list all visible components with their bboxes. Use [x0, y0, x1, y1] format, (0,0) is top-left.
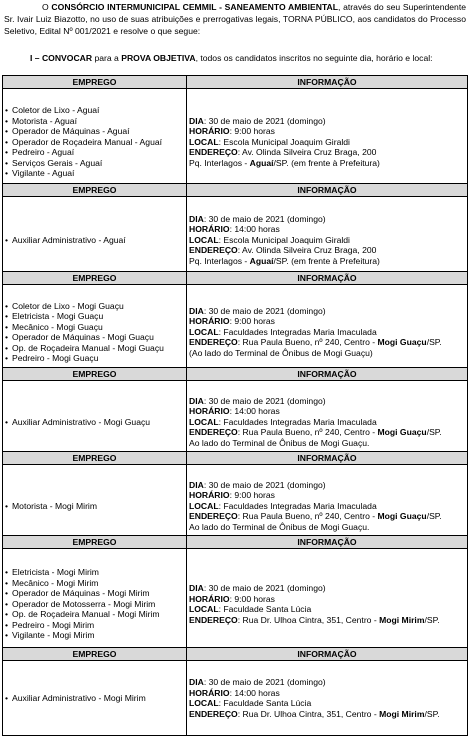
list-item: • Eletricista - Mogi Mirim	[5, 567, 184, 578]
endereco-state: /SP.	[426, 511, 442, 522]
list-item: • Mecânico - Mogi Mirim	[5, 578, 184, 589]
local-label: LOCAL	[189, 604, 219, 614]
dia-line	[189, 583, 465, 594]
header-emprego: EMPREGO	[3, 648, 187, 661]
local-value: : Faculdade Santa Lúcia	[218, 698, 312, 708]
address-extra: Ao lado do Terminal de Ônibus de Mogi Guaçu.	[189, 521, 370, 532]
local-value: : Faculdades Integradas Maria Imaculada	[218, 326, 377, 337]
header-emprego: EMPREGO	[3, 272, 187, 285]
dia-line	[189, 306, 465, 317]
address-extra: (Ao lado do Terminal de Ônibus de Mogi Guaçu)	[189, 347, 373, 358]
informacao-cell	[187, 661, 468, 736]
horario-value: : 9:00 horas	[229, 316, 275, 327]
endereco-line	[189, 511, 465, 522]
address-extra-city: Aguaí	[249, 255, 274, 266]
schedule-table	[2, 535, 468, 660]
endereco-line	[189, 709, 465, 720]
endereco-state: /SP.	[426, 337, 442, 348]
list-item: • Op. de Roçadeira Manual - Mogi Guaçu	[5, 343, 184, 354]
header-informacao: INFORMAÇÃO	[187, 368, 468, 381]
header-informacao: INFORMAÇÃO	[187, 648, 468, 661]
informacao-cell	[187, 549, 468, 660]
header-informacao: INFORMAÇÃO	[187, 272, 468, 285]
list-item: • Operador de Motosserra - Mogi Mirim	[5, 599, 184, 610]
endereco-label: ENDEREÇO	[189, 511, 238, 522]
horario-label: HORÁRIO	[189, 316, 230, 327]
list-item: • Operador de Máquinas - Aguaí	[5, 126, 184, 137]
endereco-value: : Rua Dr. Ulhoa Cintra, 351, Centro -	[237, 614, 380, 625]
endereco-city: Mogi Guaçu	[377, 337, 427, 348]
local-line	[189, 604, 465, 615]
list-item: • Vigilante - Mogi Mirim	[5, 630, 184, 641]
convocar-text: para a	[92, 53, 122, 63]
endereco-value: : Av. Olinda Silveira Cruz Braga, 200	[237, 245, 377, 256]
header-emprego: EMPREGO	[3, 76, 187, 89]
header-emprego: EMPREGO	[3, 368, 187, 381]
endereco-city: Mogi Mirim	[379, 614, 425, 625]
horario-line	[189, 594, 465, 605]
list-item: • Pedreiro - Mogi Guaçu	[5, 353, 184, 364]
schedule-table	[2, 451, 468, 548]
dia-value: : 30 de maio de 2021 (domingo)	[203, 395, 326, 406]
dia-line	[189, 116, 465, 127]
dia-line	[189, 214, 465, 225]
list-item: • Pedreiro - Mogi Mirim	[5, 620, 184, 631]
local-line	[189, 501, 465, 512]
horario-value: : 14:00 horas	[229, 224, 280, 235]
endereco-label: ENDEREÇO	[189, 245, 238, 256]
horario-label: HORÁRIO	[189, 593, 230, 604]
dia-value: : 30 de maio de 2021 (domingo)	[203, 305, 326, 316]
list-item: • Op. de Roçadeira Manual - Mogi Mirim	[5, 609, 184, 620]
job-list	[5, 235, 184, 246]
schedule-table	[2, 271, 468, 380]
horario-value: : 9:00 horas	[229, 593, 275, 604]
horario-label: HORÁRIO	[189, 687, 230, 698]
dia-label: DIA	[189, 677, 204, 687]
horario-label: HORÁRIO	[189, 406, 230, 417]
dia-line	[189, 480, 465, 491]
dia-value: : 30 de maio de 2021 (domingo)	[203, 115, 326, 126]
dia-label: DIA	[189, 479, 204, 490]
dia-line	[189, 396, 465, 407]
header-informacao: INFORMAÇÃO	[187, 76, 468, 89]
local-value: : Faculdades Integradas Maria Imaculada	[218, 500, 377, 511]
endereco-state: /SP.	[426, 427, 442, 438]
header-emprego: EMPREGO	[3, 536, 187, 549]
endereco-label: ENDEREÇO	[189, 708, 238, 719]
horario-value: : 14:00 horas	[229, 687, 280, 698]
horario-line	[189, 490, 465, 501]
endereco-line	[189, 427, 465, 438]
convocar-line	[30, 52, 433, 64]
list-item: • Operador de Roçadeira Manual - Aguaí	[5, 137, 184, 148]
horario-line	[189, 688, 465, 699]
horario-line	[189, 406, 465, 417]
horario-label: HORÁRIO	[189, 126, 230, 137]
informacao-cell	[187, 285, 468, 380]
emprego-cell	[3, 285, 187, 380]
header-informacao: INFORMAÇÃO	[187, 536, 468, 549]
emprego-cell	[3, 549, 187, 660]
address-extra-line	[189, 522, 465, 533]
horario-value: : 9:00 horas	[229, 126, 275, 137]
table-row	[3, 89, 468, 196]
list-item: • Coletor de Lixo - Aguaí	[5, 105, 184, 116]
table-row	[3, 661, 468, 736]
job-list	[5, 501, 184, 512]
schedule-table	[2, 183, 468, 284]
address-extra: Pq. Interlagos -	[189, 157, 250, 168]
endereco-label: ENDEREÇO	[189, 337, 238, 348]
list-item: • Eletricista - Mogi Guaçu	[5, 311, 184, 322]
dia-label: DIA	[189, 213, 204, 224]
header-emprego: EMPREGO	[3, 452, 187, 465]
address-extra-line	[189, 348, 465, 359]
address-extra-line	[189, 158, 465, 169]
job-list	[5, 417, 184, 428]
endereco-value: : Rua Dr. Ulhoa Cintra, 351, Centro -	[237, 708, 380, 719]
local-line	[189, 137, 465, 148]
address-extra: Pq. Interlagos -	[189, 255, 250, 266]
list-item: • Pedreiro - Aguaí	[5, 147, 184, 158]
header-informacao: INFORMAÇÃO	[187, 184, 468, 197]
table-row	[3, 549, 468, 660]
endereco-line	[189, 245, 465, 256]
local-line	[189, 698, 465, 709]
horario-line	[189, 126, 465, 137]
endereco-state: /SP.	[424, 708, 440, 719]
local-line	[189, 417, 465, 428]
prova-objetiva: PROVA OBJETIVA	[121, 53, 196, 63]
job-list	[5, 105, 184, 179]
endereco-value: : Rua Paula Bueno, nº 240, Centro -	[237, 511, 378, 522]
intro-text-rest: , através do seu Superintendente Sr. Ivair Luiz Biazotto, no uso de suas atribuições e prerrogativas legais, TORNA PÚBLICO, aos candidatos do Processo Seletivo, Edital Nº 001/2021 e resolve o que segue:	[4, 2, 466, 36]
header-informacao: INFORMAÇÃO	[187, 452, 468, 465]
local-value: : Faculdades Integradas Maria Imaculada	[218, 416, 377, 427]
local-label: LOCAL	[189, 136, 219, 147]
address-extra-city: Aguaí	[249, 157, 274, 168]
list-item: • Auxiliar Administrativo - Mogi Mirim	[5, 693, 184, 704]
local-line	[189, 327, 465, 338]
endereco-line	[189, 147, 465, 158]
dia-value: : 30 de maio de 2021 (domingo)	[203, 213, 326, 224]
local-value: : Escola Municipal Joaquim Giraldi	[218, 234, 350, 245]
endereco-value: : Av. Olinda Silveira Cruz Braga, 200	[237, 147, 377, 158]
dia-value: : 30 de maio de 2021 (domingo)	[203, 583, 326, 593]
intro-paragraph	[4, 1, 466, 37]
dia-label: DIA	[189, 115, 204, 126]
intro-text-start: O	[42, 2, 49, 12]
horario-value: : 9:00 horas	[229, 490, 275, 501]
endereco-city: Mogi Mirim	[379, 708, 425, 719]
table-row	[3, 285, 468, 380]
address-extra-end: /SP. (em frente à Prefeitura)	[273, 255, 380, 266]
list-item: • Operador de Máquinas - Mogi Guaçu	[5, 332, 184, 343]
endereco-line	[189, 615, 465, 626]
convocar-label: I – CONVOCAR	[30, 53, 93, 63]
address-extra-line	[189, 256, 465, 267]
endereco-label: ENDEREÇO	[189, 147, 238, 158]
convocar-text-end: , todos os candidatos inscritos no seguinte dia, horário e local:	[195, 53, 433, 63]
list-item: • Serviços Gerais - Aguaí	[5, 158, 184, 169]
local-value: : Faculdade Santa Lúcia	[218, 604, 312, 614]
endereco-city: Mogi Guaçu	[377, 511, 427, 522]
horario-line	[189, 224, 465, 235]
schedule-table	[2, 647, 468, 736]
list-item: • Operador de Máquinas - Mogi Mirim	[5, 588, 184, 599]
list-item: • Vigilante - Aguaí	[5, 168, 184, 179]
organization-name: CONSÓRCIO INTERMUNICIPAL CEMMIL - SANEAMENTO AMBIENTAL	[51, 2, 339, 12]
local-label: LOCAL	[189, 234, 219, 245]
address-extra: Ao lado do Terminal de Ônibus de Mogi Guaçu.	[189, 437, 370, 448]
local-line	[189, 235, 465, 246]
dia-value: : 30 de maio de 2021 (domingo)	[203, 479, 326, 490]
schedule-table	[2, 75, 468, 196]
horario-line	[189, 316, 465, 327]
list-item: • Coletor de Lixo - Mogi Guaçu	[5, 301, 184, 312]
endereco-value: : Rua Paula Bueno, nº 240, Centro -	[237, 337, 378, 348]
informacao-cell	[187, 89, 468, 196]
emprego-cell	[3, 661, 187, 736]
schedule-table	[2, 367, 468, 464]
list-item: • Auxiliar Administrativo - Aguaí	[5, 235, 184, 246]
dia-line	[189, 677, 465, 688]
dia-label: DIA	[189, 305, 204, 316]
local-label: LOCAL	[189, 500, 219, 511]
address-extra-line	[189, 438, 465, 449]
local-label: LOCAL	[189, 698, 219, 708]
address-extra-end: /SP. (em frente à Prefeitura)	[273, 157, 380, 168]
job-list	[5, 693, 184, 704]
dia-label: DIA	[189, 583, 204, 593]
local-label: LOCAL	[189, 326, 219, 337]
endereco-value: : Rua Paula Bueno, nº 240, Centro -	[237, 427, 378, 438]
list-item: • Motorista - Mogi Mirim	[5, 501, 184, 512]
horario-label: HORÁRIO	[189, 490, 230, 501]
endereco-label: ENDEREÇO	[189, 614, 238, 625]
header-emprego: EMPREGO	[3, 184, 187, 197]
job-list	[5, 301, 184, 364]
local-value: : Escola Municipal Joaquim Giraldi	[218, 136, 350, 147]
endereco-line	[189, 337, 465, 348]
dia-label: DIA	[189, 395, 204, 406]
endereco-city: Mogi Guaçu	[377, 427, 427, 438]
dia-value: : 30 de maio de 2021 (domingo)	[203, 677, 326, 687]
list-item: • Mecânico - Mogi Guaçu	[5, 322, 184, 333]
list-item: • Motorista - Aguaí	[5, 116, 184, 127]
job-list	[5, 567, 184, 641]
emprego-cell	[3, 89, 187, 196]
horario-value: : 14:00 horas	[229, 406, 280, 417]
horario-label: HORÁRIO	[189, 224, 230, 235]
list-item: • Auxiliar Administrativo - Mogi Guaçu	[5, 417, 184, 428]
endereco-label: ENDEREÇO	[189, 427, 238, 438]
local-label: LOCAL	[189, 416, 219, 427]
endereco-state: /SP.	[424, 614, 440, 625]
